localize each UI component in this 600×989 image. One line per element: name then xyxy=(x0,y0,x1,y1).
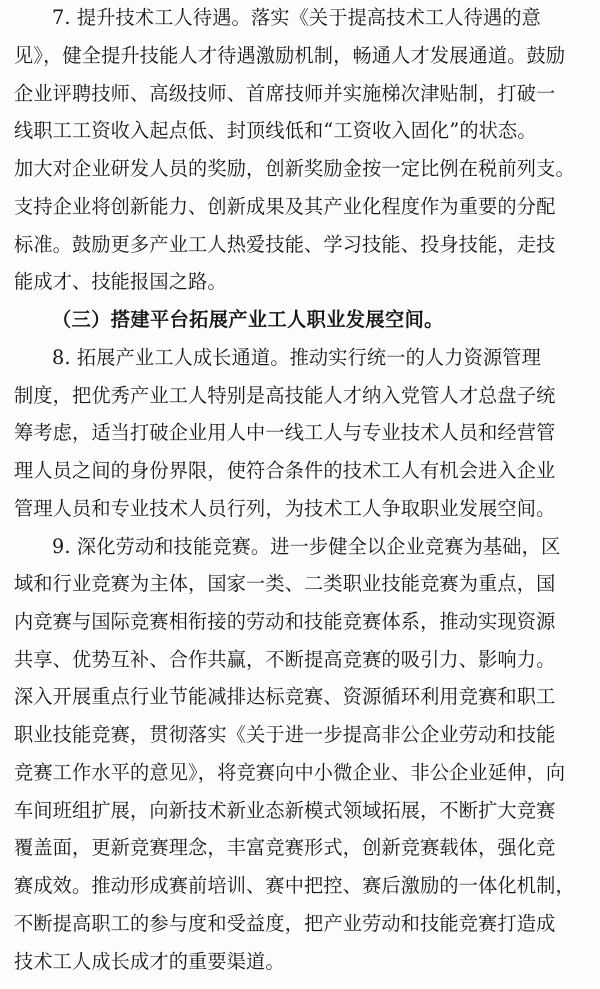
paragraph-7-line-2: 见》，健全提升技能人才待遇激励机制，畅通人才发展通道。鼓励 xyxy=(14,44,566,67)
paragraph-8-line-3: 筹考虑，适当打破企业用人中一线工人与专业技术人员和经营管 xyxy=(14,421,556,444)
paragraph-9-line-12: 技术工人成长成才的重要渠道。 xyxy=(14,950,285,973)
section-heading-3: （三）搭建平台拓展产业工人职业发展空间。 xyxy=(52,308,444,331)
paragraph-9-line-3: 内竞赛与国际竞赛相衔接的劳动和技能竞赛体系，推动实现资源 xyxy=(14,610,556,633)
paragraph-7-line-4: 线职工工资收入起点低、封顶线低和“工资收入固化”的状态。 xyxy=(14,119,537,142)
paragraph-7-line-3: 企业评聘技师、高级技师、首席技师并实施梯次津贴制，打破一 xyxy=(14,82,556,105)
paragraph-9-line-9: 覆盖面，更新竞赛理念，丰富竞赛形式，创新竞赛载体，强化竞 xyxy=(14,836,556,859)
paragraph-7-line-7: 标准。鼓励更多产业工人热爱技能、学习技能、投身技能，走技 xyxy=(14,233,556,256)
paragraph-9-line-4: 共享、优势互补、合作共赢，不断提高竞赛的吸引力、影响力。 xyxy=(14,648,556,671)
paragraph-9-line-7: 竞赛工作水平的意见》，将竞赛向中小微企业、非公企业延伸，向 xyxy=(14,761,566,784)
paragraph-7-line-8: 能成才、技能报国之路。 xyxy=(14,270,227,293)
paragraph-9-line-1: 9. 深化劳动和技能竞赛。进一步健全以企业竞赛为基础，区 xyxy=(52,535,561,558)
paragraph-7-line-5: 加大对企业研发人员的奖励，创新奖励金按一定比例在税前列支。 xyxy=(14,157,575,180)
paragraph-7-line-1: 7. 提升技术工人待遇。落实《关于提高技术工人待遇的意 xyxy=(52,6,541,29)
paragraph-9-line-10: 赛成效。推动形成赛前培训、赛中把控、赛后激励的一体化机制， xyxy=(14,874,575,897)
paragraph-8-line-1: 8. 拓展产业工人成长通道。推动实行统一的人力资源管理 xyxy=(52,346,541,369)
paragraph-9-line-11: 不断提高职工的参与度和受益度，把产业劳动和技能竞赛打造成 xyxy=(14,912,556,935)
paragraph-8-line-5: 管理人员和专业技术人员行列，为技术工人争取职业发展空间。 xyxy=(14,497,556,520)
paragraph-8-line-2: 制度，把优秀产业工人特别是高技能人才纳入党管人才总盘子统 xyxy=(14,384,556,407)
paragraph-8-line-4: 理人员之间的身份界限，使符合条件的技术工人有机会进入企业 xyxy=(14,459,556,482)
paragraph-9-line-8: 车间班组扩展，向新技术新业态新模式领域拓展，不断扩大竞赛 xyxy=(14,799,556,822)
paragraph-9-line-5: 深入开展重点行业节能减排达标竞赛、资源循环利用竞赛和职工 xyxy=(14,685,556,708)
paragraph-9-line-2: 域和行业竞赛为主体，国家一类、二类职业技能竞赛为重点，国 xyxy=(14,572,556,595)
paragraph-7-line-6: 支持企业将创新能力、创新成果及其产业化程度作为重要的分配 xyxy=(14,195,556,218)
paragraph-9-line-6: 职业技能竞赛，贯彻落实《关于进一步提高非公企业劳动和技能 xyxy=(14,723,556,746)
